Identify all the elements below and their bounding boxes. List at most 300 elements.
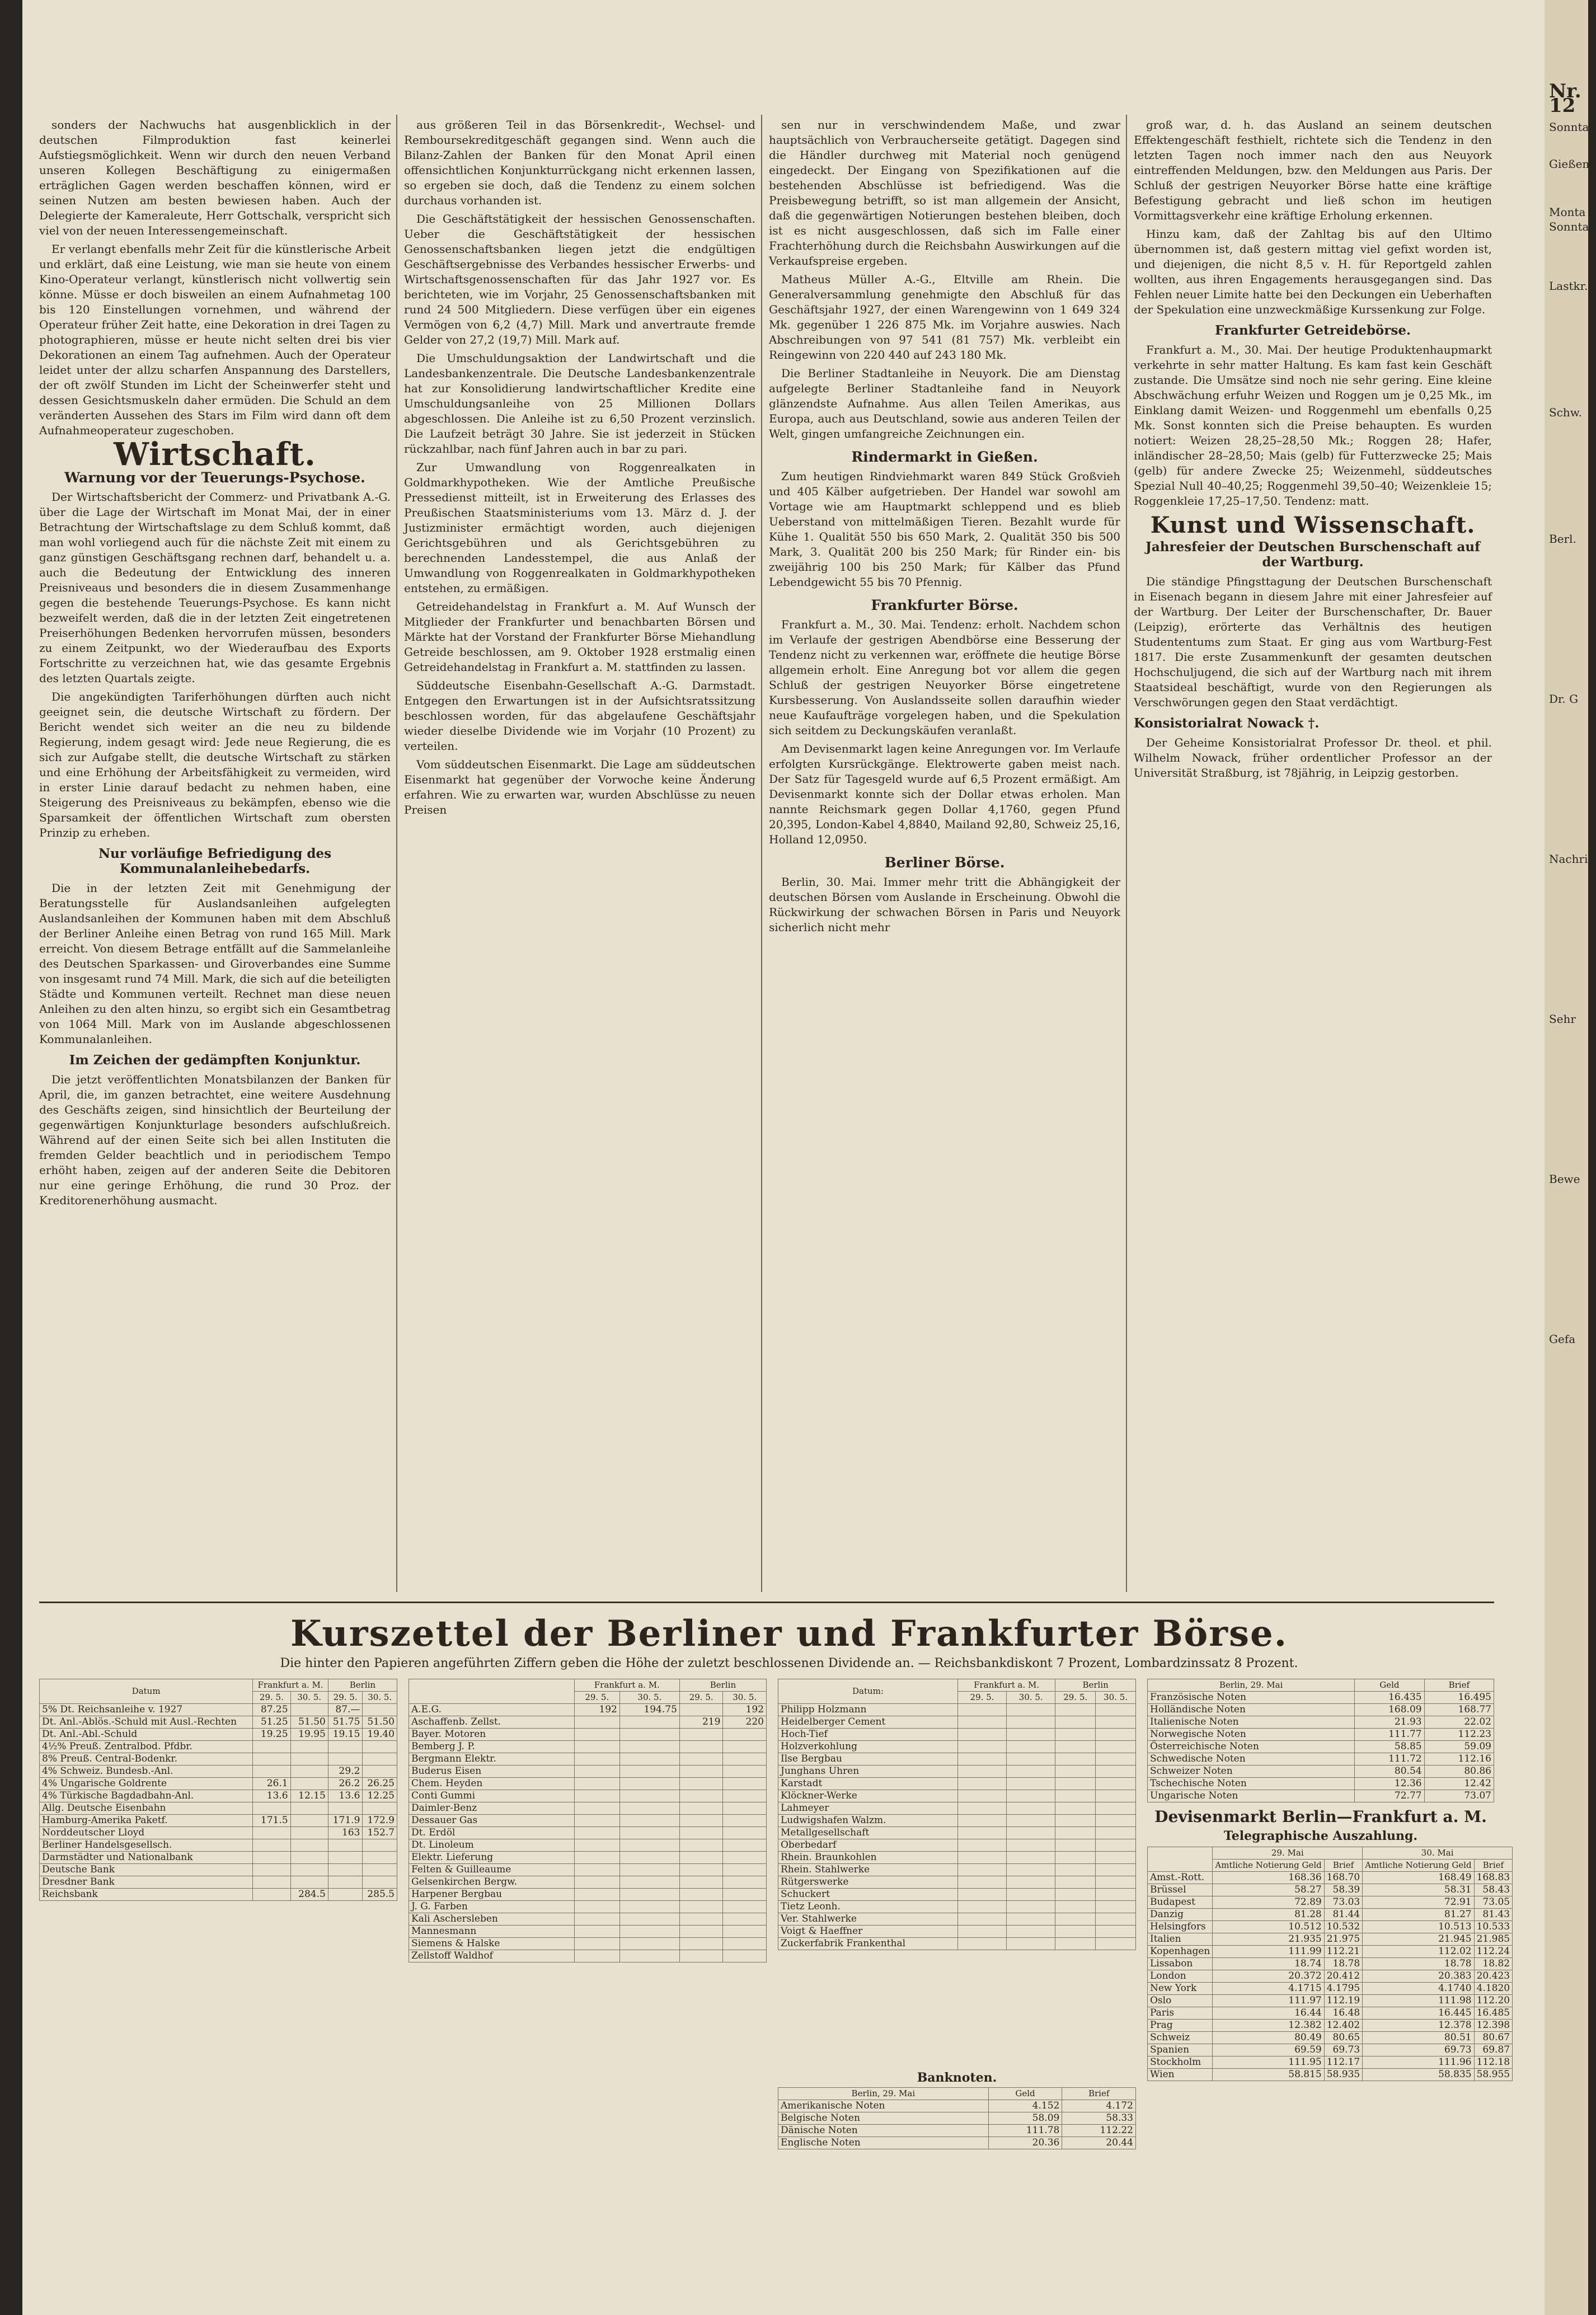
article-heading: Konsistorialrat Nowack †. — [1134, 716, 1320, 731]
security-name: Stockholm — [1148, 2056, 1213, 2069]
quote-cell — [328, 1864, 363, 1876]
quote-cell: 4.1820 — [1474, 1983, 1512, 1995]
security-name: Dt. Linoleum — [409, 1839, 575, 1852]
quote-cell — [723, 1901, 767, 1913]
quote-cell — [253, 1802, 290, 1815]
quote-cell: 16.445 — [1363, 2007, 1474, 2020]
quote-cell — [574, 1729, 619, 1741]
section-heading-wirtschaft: Wirtschaft. — [114, 436, 316, 473]
paragraph: Zur Umwandlung von Roggenrealkaten in Goldmarkhypotheken. Wie der Amtliche Preußische Pressedienst mitteilt, ist in Erweiterung des Erlasses des Preußischen Staatsministeriums vom 13. März d. J. der Justizminister ermächtigt worden, auch diejenigen Gerichtsgebühren und als Gerichtsgebühren zu berechnenden Landesstempel, die aus Anlaß der Umwandlung von Roggenrealkaten in Goldmarkhypotheken entstehen, zu ermäßigen. — [404, 461, 755, 595]
quote-cell — [723, 1741, 767, 1753]
quote-cell — [253, 1753, 290, 1765]
table-header: 30. 5. — [1007, 1692, 1055, 1704]
security-name: Kopenhagen — [1148, 1946, 1213, 1958]
table-row — [1148, 1958, 1513, 1970]
quote-cell — [290, 1802, 328, 1815]
security-name: Dänische Noten — [778, 2125, 989, 2137]
quote-cell: 29.2 — [328, 1765, 363, 1778]
table-row — [1148, 1729, 1494, 1741]
quote-cell — [957, 1889, 1006, 1901]
quote-cell: 168.83 — [1474, 1872, 1512, 1884]
devisen-table — [1147, 1847, 1513, 2081]
table-row — [409, 1901, 767, 1913]
fragment-line: Sonntag — [1549, 120, 1596, 134]
security-name: Oberbedarf — [778, 1839, 958, 1852]
security-name: Hamburg-Amerika Paketf. — [40, 1815, 253, 1827]
quote-cell: 285.5 — [363, 1889, 397, 1901]
quote-cell — [1096, 1901, 1136, 1913]
quote-cell: 10.532 — [1324, 1921, 1362, 1933]
quote-cell — [574, 1765, 619, 1778]
quote-cell: 10.533 — [1474, 1921, 1512, 1933]
quote-cell: 73.03 — [1324, 1896, 1362, 1909]
security-name: Norwegische Noten — [1148, 1729, 1355, 1741]
article-heading: Im Zeichen der gedämpften Konjunktur. — [69, 1053, 361, 1068]
paragraph: Getreidehandelstag in Frankfurt a. M. Auf Wunsch der Mitglieder der Frankfurter und benachbarten Börsen und Märkte hat der Vorstand der Frankfurter Börse Miehandlung Getreide beschlossen, am 9. Oktober 1928 erstmalig einen Getreidehandelstag in Frankfurt a. M. stattfinden zu lassen. — [404, 600, 755, 674]
table-row — [1148, 1778, 1494, 1790]
quote-cell — [1096, 1716, 1136, 1729]
quote-cell — [328, 1876, 363, 1889]
quote-cell: 4.1740 — [1363, 1983, 1474, 1995]
quote-cell — [723, 1765, 767, 1778]
quote-cell: 20.44 — [1062, 2137, 1136, 2149]
quote-cell — [957, 1729, 1006, 1741]
quote-cell — [619, 1913, 679, 1926]
quote-cell — [574, 1926, 619, 1938]
fragment-line: Lastkr. — [1549, 279, 1588, 293]
security-name: Österreichische Noten — [1148, 1741, 1355, 1753]
paragraph: Berlin, 30. Mai. Immer mehr tritt die Abhängigkeit der deutschen Börsen vom Auslande in Erscheinung. Obwohl die Rückwirkung der schwachen Börsen in Paris und Neuyork sicherlich nicht mehr — [769, 875, 1120, 934]
quote-cell — [1055, 1839, 1096, 1852]
fragment-line: Gefa — [1549, 1332, 1576, 1346]
quote-cell — [1096, 1926, 1136, 1938]
table-row — [409, 1765, 767, 1778]
quote-cell: 58.09 — [988, 2112, 1062, 2125]
quote-cell: 51.25 — [253, 1716, 290, 1729]
quote-cell — [723, 1926, 767, 1938]
fragment-line: Sehr — [1549, 1012, 1576, 1026]
table-row — [1148, 1983, 1513, 1995]
quote-cell: 26.1 — [253, 1778, 290, 1790]
quote-cell: 12.36 — [1355, 1778, 1424, 1790]
quote-cell: 20.412 — [1324, 1970, 1362, 1983]
quote-cell — [1055, 1876, 1096, 1889]
quote-cell — [679, 1741, 723, 1753]
security-name: Daimler-Benz — [409, 1802, 575, 1815]
quote-cell: 18.78 — [1324, 1958, 1362, 1970]
quote-cell: 168.70 — [1324, 1872, 1362, 1884]
quote-cell — [679, 1815, 723, 1827]
quote-cell — [1055, 1778, 1096, 1790]
security-name: Bayer. Motoren — [409, 1729, 575, 1741]
table-row — [409, 1790, 767, 1802]
security-name: J. G. Farben — [409, 1901, 575, 1913]
quote-cell: 112.24 — [1474, 1946, 1512, 1958]
quote-cell — [679, 1765, 723, 1778]
security-name: Karstadt — [778, 1778, 958, 1790]
newspaper-page — [22, 0, 1545, 2315]
security-name: Allg. Deutsche Eisenbahn — [40, 1802, 253, 1815]
quote-cell — [957, 1716, 1006, 1729]
security-name: Ungarische Noten — [1148, 1790, 1355, 1802]
quote-cell — [328, 1741, 363, 1753]
quote-cell — [1096, 1778, 1136, 1790]
banknoten-title: Banknoten. — [917, 2070, 997, 2085]
table-row — [40, 1815, 397, 1827]
table-row — [409, 1839, 767, 1852]
table-row — [409, 1913, 767, 1926]
security-name: Helsingfors — [1148, 1921, 1213, 1933]
security-name: Schuckert — [778, 1889, 958, 1901]
security-name: Metallgesellschaft — [778, 1827, 958, 1839]
paragraph: Die ständige Pfingsttagung der Deutschen Burschenschaft in Eisenach begann in diesem Jahre mit einer Jahresfeier auf der Wartburg. Der Leiter der Burschenschafter, Dr. Bauer (Leipzig), erörterte das Verhältnis des heutigen Studententums zum Staat. Er ging aus vom Wartburg-Fest 1817. Die erste Zusammenkunft der gesamten deutschen Hochschuljugend, die sich auf der Wartburg nach mit ihrem Staatsideal beschäftigt, wurde von den Regierungen als Verschwörungen gegen den Staat verdächtigt. — [1134, 575, 1492, 709]
quote-cell — [957, 1864, 1006, 1876]
quote-cell: 112.23 — [1424, 1729, 1494, 1741]
quote-cell — [723, 1876, 767, 1889]
quote-cell: 168.49 — [1363, 1872, 1474, 1884]
banknoten-table — [778, 2087, 1136, 2149]
quote-cell — [1055, 1765, 1096, 1778]
quote-cell — [1007, 1901, 1055, 1913]
quote-cell: 51.50 — [290, 1716, 328, 1729]
quote-cell: 192 — [574, 1704, 619, 1716]
quote-cell — [1007, 1913, 1055, 1926]
quote-cell — [723, 1753, 767, 1765]
quote-cell — [679, 1876, 723, 1889]
devisen-title: Devisenmarkt Berlin—Frankfurt a. M. — [1154, 1807, 1487, 1826]
quote-cell: 58.815 — [1213, 2069, 1324, 2081]
quote-cell: 220 — [723, 1716, 767, 1729]
quote-cell: 16.495 — [1424, 1692, 1494, 1704]
quote-cell: 69.59 — [1213, 2044, 1324, 2056]
quote-cell — [679, 1839, 723, 1852]
quote-cell: 73.07 — [1424, 1790, 1494, 1802]
paragraph: Der Geheime Konsistorialrat Professor Dr. theol. et phil. Wilhelm Nowack, früher ordentlicher Professor an der Universität Straßburg, ist 78jährig, in Leipzig gestorben. — [1134, 736, 1492, 780]
quote-cell: 21.945 — [1363, 1933, 1474, 1946]
quote-cell: 112.18 — [1474, 2056, 1512, 2069]
quote-cell: 171.5 — [253, 1815, 290, 1827]
quote-cell: 12.382 — [1213, 2020, 1324, 2032]
table-row — [40, 1741, 397, 1753]
security-name: Reichsbank — [40, 1889, 253, 1901]
table-row — [409, 1876, 767, 1889]
table-row — [409, 1704, 767, 1716]
table-row — [40, 1889, 397, 1901]
quote-cell — [1055, 1815, 1096, 1827]
table-row — [40, 1802, 397, 1815]
security-name: Heidelberger Cement — [778, 1716, 958, 1729]
table-row — [409, 1938, 767, 1950]
quote-cell — [619, 1938, 679, 1950]
paragraph: Am Devisenmarkt lagen keine Anregungen vor. Im Verlaufe erfolgten Kursrückgänge. Elektrowerte gaben meist nach. Der Satz für Tagesgeld wurde auf 6,5 Prozent ermäßigt. Am Devisenmarkt konnte sich der Dollar etwas erholen. Man nannte Reichsmark gegen Dollar 4,1760, gegen Pfund 20,395, London-Kabel 4,8840, Mailand 92,80, Schweiz 25,16, Holland 12,0950. — [769, 742, 1120, 846]
quote-cell: 58.955 — [1474, 2069, 1512, 2081]
quote-cell — [1055, 1864, 1096, 1876]
security-name: Dt. Erdöl — [409, 1827, 575, 1839]
quote-cell — [253, 1839, 290, 1852]
quote-cell — [1055, 1790, 1096, 1802]
section-rule — [39, 1602, 1494, 1603]
quote-cell — [957, 1839, 1006, 1852]
table-header: 30. 5. — [723, 1692, 767, 1704]
table-row — [1148, 1884, 1513, 1896]
security-name: Deutsche Bank — [40, 1864, 253, 1876]
table-header: Amtliche Notierung Geld — [1363, 1859, 1474, 1872]
security-name: Conti Gummi — [409, 1790, 575, 1802]
quote-cell — [723, 1938, 767, 1950]
table-row — [1148, 1896, 1513, 1909]
table-header: Frankfurt a. M. — [957, 1679, 1055, 1692]
table-header: Brief — [1474, 1859, 1512, 1872]
security-name: Belgische Noten — [778, 2112, 989, 2125]
security-name: Oslo — [1148, 1995, 1213, 2007]
table-row — [1148, 1704, 1494, 1716]
security-name: Chem. Heyden — [409, 1778, 575, 1790]
table-header — [409, 1679, 575, 1704]
quote-cell — [723, 1827, 767, 1839]
security-name: Holzverkohlung — [778, 1741, 958, 1753]
quote-cell — [290, 1765, 328, 1778]
table-row — [409, 1864, 767, 1876]
quote-cell — [1007, 1765, 1055, 1778]
security-name: Bemberg J. P. — [409, 1741, 575, 1753]
notes-table — [1147, 1679, 1494, 1802]
quote-cell — [1096, 1729, 1136, 1741]
quote-cell: 69.73 — [1363, 2044, 1474, 2056]
article-heading: Warnung vor der Teuerungs-Psychose. — [64, 469, 365, 486]
quote-cell — [290, 1815, 328, 1827]
quote-cell — [1007, 1827, 1055, 1839]
table-row — [778, 2125, 1136, 2137]
quote-cell — [574, 1802, 619, 1815]
quote-cell — [1055, 1716, 1096, 1729]
quote-cell: 72.89 — [1213, 1896, 1324, 1909]
security-name: Rhein. Braunkohlen — [778, 1852, 958, 1864]
table-row — [409, 1716, 767, 1729]
quote-cell: 4.1715 — [1213, 1983, 1324, 1995]
quote-cell — [1096, 1864, 1136, 1876]
quote-cell — [679, 1704, 723, 1716]
quote-cell: 81.43 — [1474, 1909, 1512, 1921]
table-row — [1148, 2032, 1513, 2044]
quote-cell — [1007, 1802, 1055, 1815]
security-name: Kali Aschersleben — [409, 1913, 575, 1926]
quote-cell — [957, 1741, 1006, 1753]
quote-cell: 81.27 — [1363, 1909, 1474, 1921]
quote-cell: 20.372 — [1213, 1970, 1324, 1983]
table-row — [409, 1950, 767, 1962]
security-name: Ilse Bergbau — [778, 1753, 958, 1765]
quote-cell — [957, 1938, 1006, 1950]
table-header: 30. 5. — [619, 1692, 679, 1704]
quote-cell: 72.91 — [1363, 1896, 1474, 1909]
table-row — [40, 1839, 397, 1852]
quote-cell: 111.97 — [1213, 1995, 1324, 2007]
table-row — [409, 1852, 767, 1864]
quote-cell — [328, 1839, 363, 1852]
security-name: Berliner Handelsgesellsch. — [40, 1839, 253, 1852]
section-heading-kunst: Kunst und Wissenschaft. — [1150, 512, 1476, 538]
table-row — [1148, 1921, 1513, 1933]
column-4 — [1134, 118, 1492, 1586]
table-header: Berlin, 29. Mai — [1148, 1679, 1355, 1692]
quote-cell — [619, 1852, 679, 1864]
security-name: Felten & Guilleaume — [409, 1864, 575, 1876]
column-divider — [761, 115, 762, 1592]
paragraph: Zum heutigen Rindviehmarkt waren 849 Stück Großvieh und 405 Kälber aufgetrieben. Der Handel war sowohl am Vortage wie am Hauptmarkt schleppend und es blieb Ueberstand von mittelmäßigen Tieren. Bezahlt wurde für Kühe 1. Qualität 550 bis 650 Mark, 2. Qualität 350 bis 500 Mark, 3. Qualität 200 bis 250 Mark; für Rinder ein- bis zweijährig 100 bis 250 Mark; für Kälber das Pfund Lebendgewicht 55 bis 70 Pfennig. — [769, 469, 1120, 589]
security-name: New York — [1148, 1983, 1213, 1995]
table-row — [778, 1889, 1136, 1901]
quote-cell — [1096, 1704, 1136, 1716]
fragment-line: Gießen — [1549, 157, 1590, 171]
table-row — [40, 1790, 397, 1802]
quote-cell — [619, 1716, 679, 1729]
table-row — [778, 2112, 1136, 2125]
quote-cell — [723, 1839, 767, 1852]
quote-cell — [1096, 1839, 1136, 1852]
paragraph: aus größeren Teil in das Börsenkredit-, Wechsel- und Remboursekreditgeschäft gegangen sind. Wenn auch die Bilanz-Zahlen der Banken für den Monat April einen offensichtlichen Konjunkturrückgang nicht erkennen lassen, so ergeben sie doch, daß die Tendenz zu einem solchen durchaus vorhanden ist. — [404, 118, 755, 207]
table-row — [40, 1778, 397, 1790]
quote-cell: 168.36 — [1213, 1872, 1324, 1884]
quote-cell: 12.15 — [290, 1790, 328, 1802]
quote-cell — [253, 1864, 290, 1876]
security-name: Danzig — [1148, 1909, 1213, 1921]
quote-cell: 80.67 — [1474, 2032, 1512, 2044]
quote-cell — [574, 1778, 619, 1790]
table-row — [409, 1778, 767, 1790]
security-name: Aschaffenb. Zellst. — [409, 1716, 575, 1729]
quote-cell — [290, 1876, 328, 1889]
table-row — [40, 1864, 397, 1876]
quote-cell — [1055, 1938, 1096, 1950]
paragraph: Er verlangt ebenfalls mehr Zeit für die künstlerische Arbeit und erklärt, daß eine Leistung, wie man sie heute von einem Kino-Operateur verlangt, künstlerisch nicht vollwertig sein könne. Müsse er doch bisweilen an einem Aufnahmetag 100 bis 120 Einstellungen vornehmen, und während der Operateur früher Zeit hatte, eine Dekoration in drei Tagen zu photographieren, müsse er heute nicht selten drei bis vier Dekorationen an einem Tag aufnehmen. Auch der Operateur leidet unter der allzu scharfen Anspannung des Darstellers, der oft zwölf Stunden im Licht der Scheinwerfer steht und dessen Gesichtsmuskeln daher ermüden. Die Schuld an dem veränderten Aussehen des Stars im Film wird dann oft dem Aufnahmeoperateur zugeschoben. — [39, 242, 391, 437]
quote-cell — [574, 1716, 619, 1729]
column-2 — [404, 118, 755, 1586]
table-header: Brief — [1062, 2088, 1136, 2100]
stock-table-1 — [39, 1679, 397, 1901]
quote-cell — [957, 1901, 1006, 1913]
kurszettel-subtitle: Die hinter den Papieren angeführten Ziffern geben die Höhe der zuletzt beschlossenen Dividende an. — Reichsbankdiskont 7 Prozent, Lombardzinssatz 8 Prozent. — [280, 1656, 1298, 1670]
quote-cell — [679, 1778, 723, 1790]
quote-cell — [574, 1753, 619, 1765]
quote-cell: 194.75 — [619, 1704, 679, 1716]
quote-cell — [619, 1864, 679, 1876]
quote-cell — [574, 1950, 619, 1962]
table-header: 29. 5. — [1055, 1692, 1096, 1704]
fragment-line: Bewe — [1549, 1172, 1580, 1186]
quote-cell — [1055, 1704, 1096, 1716]
quote-cell — [679, 1753, 723, 1765]
security-name: Amerikanische Noten — [778, 2100, 989, 2112]
quote-cell: 81.44 — [1324, 1909, 1362, 1921]
quote-cell — [574, 1815, 619, 1827]
quote-cell — [363, 1876, 397, 1889]
quote-cell — [1007, 1926, 1055, 1938]
paragraph: Die angekündigten Tariferhöhungen dürften auch nicht geeignet sein, die deutsche Wirtschaft zu fördern. Der Bericht wendet sich weiter an die neu zu bildende Regierung, indem gesagt wird: Jede neue Regierung, die es sich zur Aufgabe stellt, die deutsche Wirtschaft zu stärken und eine Erhöhung der Arbeitsfähigkeit zu vermeiden, wird in erster Linie darauf bedacht zu nehmen haben, eine Steigerung des Preisniveaus zu bekämpfen, ebenso wie die Sparsamkeit der öffentlichen Wirtschaft zum obersten Prinzip zu erheben. — [39, 690, 391, 839]
quote-cell — [957, 1827, 1006, 1839]
table-header: Datum: — [778, 1679, 958, 1704]
article-heading: Rindermarkt in Gießen. — [851, 449, 1038, 465]
quote-cell: 20.383 — [1363, 1970, 1474, 1983]
quote-cell — [619, 1839, 679, 1852]
quote-cell: 19.25 — [253, 1729, 290, 1741]
quote-cell — [1055, 1852, 1096, 1864]
quote-cell — [957, 1876, 1006, 1889]
paragraph: Die Geschäftstätigkeit der hessischen Genossenschaften. Ueber die Geschäftstätigkeit der hessischen Genossenschaftsbanken liegen jetzt die endgültigen Geschäftsergebnisse des Verbandes hessischer Erwerbs- und Wirtschaftsgenossenschaften für das Jahr 1927 vor. Es berichteten, wie im Vorjahr, 25 Genossenschaftsbanken mit rund 24 500 Mitgliedern. Diese verfügen über ein eigenes Vermögen von 6,2 (4,7) Mill. Mark und anvertraute fremde Gelder von 27,2 (19,7) Mill. Mark auf. — [404, 212, 755, 346]
fragment-line: Berl. — [1549, 532, 1576, 546]
quote-cell — [363, 1802, 397, 1815]
quote-cell — [619, 1753, 679, 1765]
paragraph: Matheus Müller A.-G., Eltville am Rhein. Die Generalversammlung genehmigte den Abschluß für das Geschäftsjahr 1927, der einen Warengewinn von 1 649 324 Mk. gegenüber 1 226 875 Mk. im Vorjahre auswies. Nach Abschreibungen von 97 541 (81 757) Mk. verbleibt ein Reingewinn von 220 440 auf 243 180 Mk. — [769, 273, 1120, 361]
quote-cell: 16.48 — [1324, 2007, 1362, 2020]
security-name: 4½% Preuß. Zentralbod. Pfdbr. — [40, 1741, 253, 1753]
quote-cell — [957, 1704, 1006, 1716]
table-header: 30. Mai — [1363, 1847, 1513, 1859]
quote-cell: 111.72 — [1355, 1753, 1424, 1765]
quote-cell — [1007, 1790, 1055, 1802]
adjacent-page-fragment — [1549, 80, 1596, 1346]
quote-cell — [619, 1827, 679, 1839]
paragraph: Vom süddeutschen Eisenmarkt. Die Lage am süddeutschen Eisenmarkt hat gegenüber der Vorwoche keine Änderung erfahren. Wie zu erwarten war, wurden Abschlüsse zu neuen Preisen — [404, 758, 755, 816]
table-row — [778, 1864, 1136, 1876]
quote-cell — [679, 1802, 723, 1815]
quote-cell — [363, 1852, 397, 1864]
table-row — [1148, 2056, 1513, 2069]
security-name: Brüssel — [1148, 1884, 1213, 1896]
security-name: Junghans Uhren — [778, 1765, 958, 1778]
table-row — [778, 1704, 1136, 1716]
quote-cell — [1096, 1876, 1136, 1889]
security-name: Harpener Bergbau — [409, 1889, 575, 1901]
quote-cell — [957, 1926, 1006, 1938]
table-row — [778, 1765, 1136, 1778]
quote-cell — [1096, 1753, 1136, 1765]
table-row — [409, 1827, 767, 1839]
quote-cell: 87.25 — [253, 1704, 290, 1716]
table-row — [1148, 1741, 1494, 1753]
quote-cell — [957, 1765, 1006, 1778]
security-name: 8% Preuß. Central-Bodenkr. — [40, 1753, 253, 1765]
quote-cell — [619, 1926, 679, 1938]
quote-cell — [1007, 1852, 1055, 1864]
quote-cell — [723, 1802, 767, 1815]
table-row — [40, 1876, 397, 1889]
quote-cell: 172.9 — [363, 1815, 397, 1827]
security-name: Französische Noten — [1148, 1692, 1355, 1704]
quote-cell — [253, 1852, 290, 1864]
quote-cell: 58.85 — [1355, 1741, 1424, 1753]
quote-cell — [253, 1765, 290, 1778]
quote-cell: 22.02 — [1424, 1716, 1494, 1729]
quote-cell — [253, 1889, 290, 1901]
quote-cell: 18.74 — [1213, 1958, 1324, 1970]
paragraph: Süddeutsche Eisenbahn-Gesellschaft A.-G. Darmstadt. Entgegen den Erwartungen ist in der Aufsichtsratssitzung beschlossen worden, für das abgelaufene Geschäftsjahr wieder dieselbe Dividende wie im Vorjahr (10 Prozent) zu verteilen. — [404, 679, 755, 753]
quote-cell — [290, 1839, 328, 1852]
fragment-line: Nachri — [1549, 852, 1588, 866]
quote-cell — [1007, 1704, 1055, 1716]
paragraph: sonders der Nachwuchs hat ausgenblicklich in der deutschen Filmproduktion fast keinerlei Aufstiegsmöglichkeit. Wenn wir durch den neuen Verband unseren Kollegen Beschäftigung zu einigermaßen erträglichen Gagen werden beschaffen können, wird er seinen Nutzen am besten bewiesen haben. Auch der Delegierte der Kameraleute, Herr Gottschalk, verspricht sich viel von der neuen Interessengemeinschaft. — [39, 118, 391, 237]
security-name: Wien — [1148, 2069, 1213, 2081]
quote-cell: 18.78 — [1363, 1958, 1474, 1970]
security-name: Amst.-Rott. — [1148, 1872, 1213, 1884]
security-name: Italien — [1148, 1933, 1213, 1946]
quote-cell — [328, 1753, 363, 1765]
quote-cell: 112.17 — [1324, 2056, 1362, 2069]
quote-cell: 80.86 — [1424, 1765, 1494, 1778]
table-header: Brief — [1324, 1859, 1362, 1872]
table-row — [409, 1815, 767, 1827]
security-name: Elektr. Lieferung — [409, 1852, 575, 1864]
column-3 — [769, 118, 1120, 1586]
